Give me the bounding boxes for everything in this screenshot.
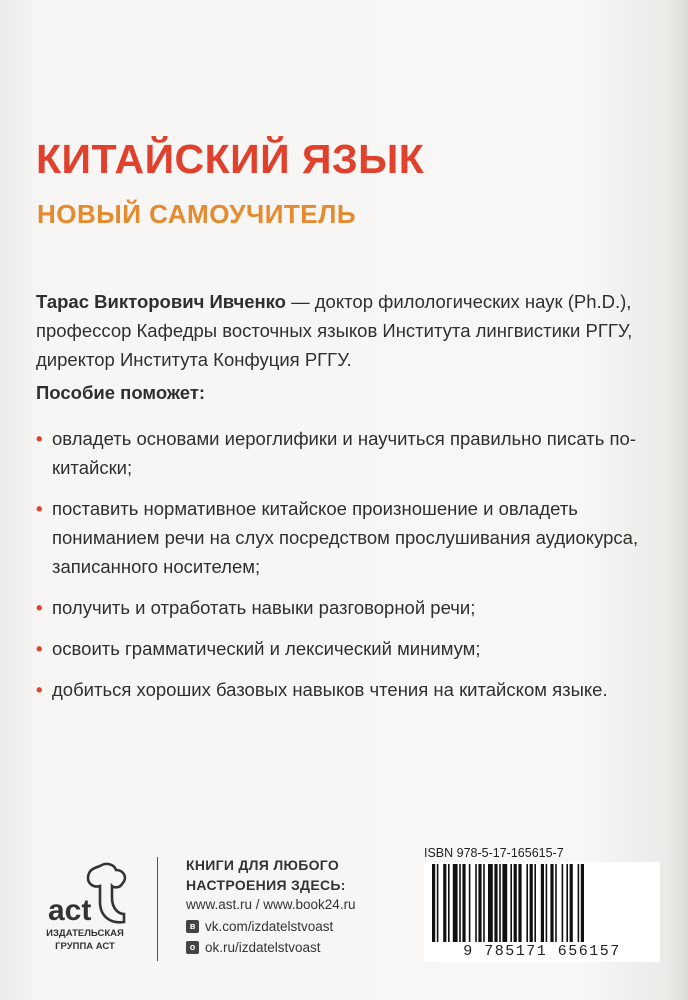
ok-link[interactable]: о ok.ru/izdatelstvoast xyxy=(186,940,321,955)
barcode-bar xyxy=(462,864,465,942)
barcode-bar xyxy=(475,864,477,942)
barcode-bar xyxy=(534,864,536,942)
promo-heading: КНИГИ ДЛЯ ЛЮБОГО НАСТРОЕНИЯ ЗДЕСЬ: xyxy=(186,857,346,893)
ok-icon: о xyxy=(186,941,199,954)
benefits-list xyxy=(36,424,666,716)
barcode-bar xyxy=(453,864,458,942)
barcode-bar xyxy=(546,864,548,942)
bullet-icon: • xyxy=(36,679,43,700)
bullet-icon: • xyxy=(36,638,43,659)
barcode-bar xyxy=(469,864,471,942)
author-name: Тарас Викторович Ивченко xyxy=(36,291,286,312)
publisher-caption: ИЗДАТЕЛЬСКАЯ ГРУППА АСТ xyxy=(46,928,124,952)
list-item: • освоить грамматический и лексический минимум; xyxy=(36,634,666,663)
barcode-bar xyxy=(514,864,517,942)
barcode-bar xyxy=(432,864,435,942)
barcode-bar xyxy=(483,864,485,942)
barcode-bar xyxy=(488,864,493,942)
author-bio xyxy=(36,287,666,374)
barcode-bar xyxy=(443,864,446,942)
barcode-bar xyxy=(499,864,501,942)
list-item: • овладеть основами иероглифики и научиться правильно писать по-китайски; xyxy=(36,424,666,482)
barcode-bar xyxy=(518,864,521,942)
barcode-bar xyxy=(555,864,557,942)
barcode-bar xyxy=(510,864,512,942)
barcode-bar xyxy=(478,864,481,942)
publisher-logo-text: act xyxy=(48,894,92,927)
barcode-bar xyxy=(448,864,450,942)
barcode-bar xyxy=(550,864,553,942)
bullet-icon: • xyxy=(36,597,43,618)
vk-icon: в xyxy=(186,920,199,933)
barcode-bar xyxy=(562,864,564,942)
barcode-bar xyxy=(494,864,497,942)
barcode-bar xyxy=(541,864,544,942)
barcode-bar xyxy=(581,864,584,942)
list-item: • получить и отработать навыки разговорной речи; xyxy=(36,593,666,622)
divider xyxy=(157,857,158,961)
isbn-label: ISBN 978-5-17-165615-7 xyxy=(424,846,564,860)
barcode-bar xyxy=(459,864,461,942)
book-title: КИТАЙСКИЙ ЯЗЫК xyxy=(36,136,425,182)
benefits-heading: Пособие поможет: xyxy=(36,382,206,403)
list-item: • добиться хороших базовых навыков чтения на китайском языке. xyxy=(36,675,666,704)
barcode-bar xyxy=(526,864,528,942)
barcode-digits: 9 785171 656157 xyxy=(424,943,660,960)
bullet-icon: • xyxy=(36,498,43,519)
list-item: • поставить нормативное китайское произношение и овладеть пониманием речи на слух посредством прослушивания аудиокурса, записанного носителем; xyxy=(36,494,666,581)
barcode-bar xyxy=(530,864,533,942)
barcode-bar xyxy=(437,864,439,942)
barcode-bar xyxy=(570,864,573,942)
bullet-icon: • xyxy=(36,428,43,449)
author-description: — доктор филологических наук (Ph.D.), профессор Кафедры восточных языков Института лингвистики РГГУ, директор Института Конфуция РГГУ. xyxy=(36,291,633,370)
barcode-bar xyxy=(566,864,568,942)
barcode-bar xyxy=(502,864,507,942)
website-links[interactable]: www.ast.ru / www.book24.ru xyxy=(186,897,356,912)
book-subtitle: НОВЫЙ САМОУЧИТЕЛЬ xyxy=(37,199,357,229)
barcode-bar xyxy=(578,864,580,942)
vk-link[interactable]: в vk.com/izdatelstvoast xyxy=(186,919,333,934)
